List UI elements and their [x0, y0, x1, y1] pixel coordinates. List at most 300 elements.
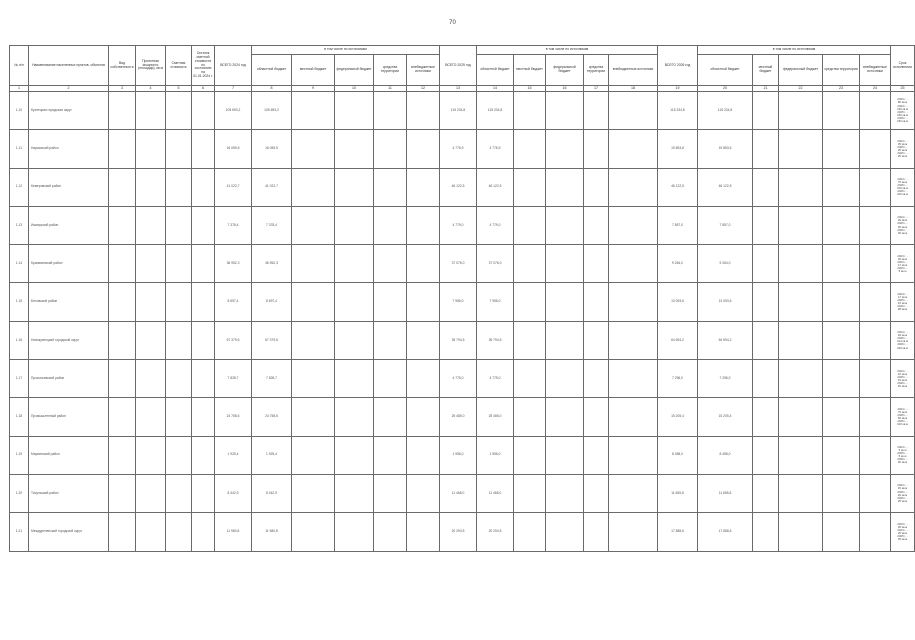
empty-cell [514, 283, 546, 321]
column-number: 22 [779, 86, 823, 92]
header-capacity: Проектная мощность (площадь), кв.м [136, 46, 166, 86]
row-name: Промышленный район [29, 398, 109, 436]
row-value-total-2025: 37 076,0 [440, 245, 477, 283]
empty-cell [823, 360, 860, 398]
empty-cell [779, 398, 823, 436]
row-value-total-2025: 20 294,5 [440, 513, 477, 551]
empty-cell [514, 321, 546, 359]
empty-cell [374, 92, 407, 130]
row-term: 2024 г. - 17 кв.м 2025 г. - 15 кв.м 2026 г. - 28 кв.м [891, 283, 915, 321]
row-value-obl-2026: 13 093,6 [698, 283, 753, 321]
row-value-total-2025: 46 122,5 [440, 168, 477, 206]
empty-cell [136, 398, 166, 436]
table-row [10, 360, 915, 398]
empty-cell [609, 130, 658, 168]
row-value-obl-2026: 11 655,8 [698, 474, 753, 512]
empty-cell [514, 92, 546, 130]
column-number: 20 [698, 86, 753, 92]
row-value-obl-2024: 67 379,6 [252, 321, 292, 359]
empty-cell [292, 513, 335, 551]
empty-cell [109, 130, 136, 168]
empty-cell [374, 321, 407, 359]
row-value-total-2024: 105 693,2 [215, 92, 252, 130]
empty-cell [823, 436, 860, 474]
empty-cell [514, 168, 546, 206]
empty-cell [609, 436, 658, 474]
empty-cell [292, 168, 335, 206]
header-sources-group-2025: в том числе по источникам [477, 46, 658, 55]
row-value-total-2026: 15 205,4 [658, 398, 698, 436]
table-row [10, 474, 915, 512]
table-row [10, 398, 915, 436]
empty-cell [292, 92, 335, 130]
empty-cell [584, 474, 609, 512]
empty-cell [584, 436, 609, 474]
row-value-obl-2026: 15 205,4 [698, 398, 753, 436]
row-value-total-2025: 11 468,0 [440, 474, 477, 512]
row-value-total-2026: 115 234,8 [658, 92, 698, 130]
empty-cell [779, 474, 823, 512]
empty-cell [136, 321, 166, 359]
empty-cell [192, 283, 215, 321]
row-value-total-2024: 36 952,3 [215, 245, 252, 283]
empty-cell [823, 92, 860, 130]
column-number: 17 [584, 86, 609, 92]
empty-cell [166, 474, 192, 512]
empty-cell [779, 130, 823, 168]
empty-cell [584, 92, 609, 130]
row-value-obl-2024: 8 442,9 [252, 474, 292, 512]
empty-cell [192, 398, 215, 436]
empty-cell [514, 436, 546, 474]
empty-cell [779, 92, 823, 130]
empty-cell [109, 360, 136, 398]
row-name: Прокопьевский район [29, 360, 109, 398]
empty-cell [514, 360, 546, 398]
empty-cell [546, 398, 584, 436]
empty-cell [823, 283, 860, 321]
column-number: 8 [252, 86, 292, 92]
empty-cell [335, 206, 374, 244]
empty-cell [860, 474, 891, 512]
empty-cell [860, 321, 891, 359]
row-value-total-2024: 67 379,6 [215, 321, 252, 359]
empty-cell [823, 474, 860, 512]
table-row [10, 513, 915, 551]
empty-cell [609, 474, 658, 512]
row-value-obl-2026: 17 888,6 [698, 513, 753, 551]
row-value-total-2026: 46 122,5 [658, 168, 698, 206]
empty-cell [192, 513, 215, 551]
row-name: Тисульский район [29, 474, 109, 512]
row-value-obl-2025: 11 468,0 [477, 474, 514, 512]
empty-cell [136, 130, 166, 168]
empty-cell [860, 130, 891, 168]
row-value-total-2026: 13 093,6 [658, 283, 698, 321]
row-value-obl-2026: 8 458,0 [698, 436, 753, 474]
column-number: 7 [215, 86, 252, 92]
header-source-fed: федеральный бюджет [335, 55, 374, 86]
header-source-extra: внебюджетные источники [860, 55, 891, 86]
empty-cell [109, 321, 136, 359]
empty-cell [292, 245, 335, 283]
column-number: 10 [335, 86, 374, 92]
row-value-total-2024: 16 059,5 [215, 130, 252, 168]
row-value-obl-2025: 37 076,0 [477, 245, 514, 283]
row-term: 2024 г. - 75 кв.м 2025 г. - 100 кв.м 2026 г. - 100 кв.м [891, 168, 915, 206]
row-value-total-2026: 64 694,2 [658, 321, 698, 359]
empty-cell [514, 130, 546, 168]
header-no: № п/п [10, 46, 29, 86]
empty-cell [407, 474, 440, 512]
empty-cell [860, 513, 891, 551]
row-number: 1.12 [10, 168, 29, 206]
row-value-obl-2024: 1 925,4 [252, 436, 292, 474]
row-value-obl-2024: 105 693,2 [252, 92, 292, 130]
empty-cell [407, 130, 440, 168]
empty-cell [609, 168, 658, 206]
empty-cell [374, 283, 407, 321]
empty-cell [860, 436, 891, 474]
empty-cell [753, 168, 779, 206]
empty-cell [584, 206, 609, 244]
empty-cell [779, 360, 823, 398]
empty-cell [374, 130, 407, 168]
column-number: 25 [891, 86, 915, 92]
empty-cell [292, 130, 335, 168]
empty-cell [546, 283, 584, 321]
empty-cell [407, 321, 440, 359]
empty-cell [407, 206, 440, 244]
empty-cell [779, 513, 823, 551]
header-term: Срок исполнения [891, 46, 915, 86]
empty-cell [753, 398, 779, 436]
empty-cell [779, 436, 823, 474]
row-value-total-2025: 115 234,8 [440, 92, 477, 130]
column-number: 3 [109, 86, 136, 92]
table-row [10, 168, 915, 206]
row-value-obl-2024: 7 378,4 [252, 206, 292, 244]
row-name: Крапивинский район [29, 245, 109, 283]
row-value-obl-2025: 25 485,0 [477, 398, 514, 436]
empty-cell [584, 513, 609, 551]
row-term: 2024 г. - 70 кв.м 2025 г. - 60 кв.м 2026 г. - 100 кв.м [891, 398, 915, 436]
row-value-obl-2026: 19 853,6 [698, 130, 753, 168]
empty-cell [192, 245, 215, 283]
empty-cell [109, 436, 136, 474]
table-row [10, 92, 915, 130]
empty-cell [407, 283, 440, 321]
empty-cell [292, 321, 335, 359]
empty-cell [609, 513, 658, 551]
table-row [10, 245, 915, 283]
page-number: 70 [449, 20, 456, 26]
empty-cell [779, 206, 823, 244]
row-value-obl-2025: 1 956,0 [477, 436, 514, 474]
row-value-obl-2025: 20 294,5 [477, 513, 514, 551]
row-value-obl-2025: 115 234,8 [477, 92, 514, 130]
empty-cell [374, 168, 407, 206]
row-term: 2023 г. - 30 кв.м 2024 г. - 17 кв.м 2025 г. - 5 кв.м [891, 245, 915, 283]
row-number: 1.15 [10, 283, 29, 321]
empty-cell [407, 168, 440, 206]
empty-cell [407, 360, 440, 398]
empty-cell [609, 245, 658, 283]
header-source-fed: федеральный бюджет [779, 55, 823, 86]
empty-cell [192, 130, 215, 168]
empty-cell [609, 321, 658, 359]
empty-cell [335, 398, 374, 436]
header-cost: Сметная стоимость [166, 46, 192, 86]
empty-cell [546, 168, 584, 206]
empty-cell [609, 92, 658, 130]
row-name: Нарымский район [29, 130, 109, 168]
row-term: 2024 г. - 5 кв.м 2025 г. - 5 кв.м 2026 г. - 20 кв.м [891, 436, 915, 474]
row-number: 1.19 [10, 436, 29, 474]
column-number: 5 [166, 86, 192, 92]
column-number: 15 [514, 86, 546, 92]
empty-cell [407, 398, 440, 436]
empty-cell [192, 474, 215, 512]
header-source-obl: областной бюджет [477, 55, 514, 86]
empty-cell [546, 513, 584, 551]
empty-cell [823, 206, 860, 244]
empty-cell [823, 245, 860, 283]
row-name: Новокузнецкий городской округ [29, 321, 109, 359]
empty-cell [546, 92, 584, 130]
empty-cell [335, 283, 374, 321]
empty-cell [860, 360, 891, 398]
column-number: 11 [374, 86, 407, 92]
header-source-terr: средства территории [823, 55, 860, 86]
header-total-2026: ВСЕГО 2026 год [658, 46, 698, 86]
empty-cell [192, 436, 215, 474]
row-term: 2024 г. - 10 кв.м 2025 г. - 15 кв.м 2026 г. - 20 кв.м [891, 360, 915, 398]
empty-cell [109, 474, 136, 512]
empty-cell [192, 360, 215, 398]
empty-cell [860, 245, 891, 283]
budget-table [9, 45, 915, 552]
row-value-obl-2026: 7 296,0 [698, 360, 753, 398]
column-number: 23 [823, 86, 860, 92]
header-source-obl: областной бюджет [252, 55, 292, 86]
table-row [10, 206, 915, 244]
empty-cell [166, 436, 192, 474]
row-term: 2024 г. - 20 кв.м 2025 г. - 30 кв.м 2026 г. - 30 кв.м [891, 206, 915, 244]
empty-cell [823, 168, 860, 206]
row-number: 1.13 [10, 206, 29, 244]
empty-cell [109, 206, 136, 244]
empty-cell [779, 168, 823, 206]
row-value-obl-2025: 46 122,5 [477, 168, 514, 206]
empty-cell [335, 245, 374, 283]
empty-cell [374, 360, 407, 398]
empty-cell [753, 321, 779, 359]
empty-cell [292, 360, 335, 398]
row-value-total-2024: 24 758,6 [215, 398, 252, 436]
empty-cell [753, 283, 779, 321]
column-number: 19 [658, 86, 698, 92]
empty-cell [584, 130, 609, 168]
row-term: 2024 г. - 15 кв.м 2025 г. - 20 кв.м 2026 г. - 25 кв.м [891, 474, 915, 512]
table-row [10, 321, 915, 359]
empty-cell [514, 206, 546, 244]
empty-cell [584, 321, 609, 359]
empty-cell [374, 474, 407, 512]
row-term: 2023 г. - 30 кв.м 2024 г. - 25 кв.м 2025 г. - 35 кв.м [891, 513, 915, 551]
row-name: Ижморский район [29, 206, 109, 244]
empty-cell [166, 513, 192, 551]
row-value-obl-2024: 24 758,6 [252, 398, 292, 436]
column-number: 24 [860, 86, 891, 92]
empty-cell [136, 283, 166, 321]
empty-cell [136, 474, 166, 512]
header-source-local: местный бюджет [292, 55, 335, 86]
column-number: 4 [136, 86, 166, 92]
table-row [10, 283, 915, 321]
header-source-extra: внебюджетные источники [609, 55, 658, 86]
empty-cell [166, 245, 192, 283]
row-value-total-2024: 7 828,7 [215, 360, 252, 398]
column-number: 2 [29, 86, 109, 92]
row-number: 1.11 [10, 130, 29, 168]
header-source-obl: областной бюджет [698, 55, 753, 86]
empty-cell [753, 436, 779, 474]
empty-cell [609, 206, 658, 244]
empty-cell [166, 206, 192, 244]
empty-cell [779, 245, 823, 283]
empty-cell [823, 398, 860, 436]
header-ownership: Вид собственности [109, 46, 136, 86]
column-number: 1 [10, 86, 29, 92]
row-value-total-2026: 17 888,6 [658, 513, 698, 551]
empty-cell [514, 513, 546, 551]
header-source-local: местный бюджет [753, 55, 779, 86]
header-source-terr: средства территории [374, 55, 407, 86]
row-value-obl-2025: 4 775,0 [477, 360, 514, 398]
row-number: 1.14 [10, 245, 29, 283]
empty-cell [109, 513, 136, 551]
row-value-obl-2024: 8 697,4 [252, 283, 292, 321]
empty-cell [292, 474, 335, 512]
empty-cell [109, 283, 136, 321]
empty-cell [374, 436, 407, 474]
empty-cell [584, 245, 609, 283]
table-row [10, 436, 915, 474]
empty-cell [166, 92, 192, 130]
empty-cell [546, 130, 584, 168]
empty-cell [823, 130, 860, 168]
row-value-obl-2025: 4 776,9 [477, 130, 514, 168]
row-value-total-2024: 41 022,7 [215, 168, 252, 206]
header-source-local: местный бюджет [514, 55, 546, 86]
row-number: 1.20 [10, 474, 29, 512]
column-number: 6 [192, 86, 215, 92]
empty-cell [166, 321, 192, 359]
empty-cell [136, 360, 166, 398]
empty-cell [192, 321, 215, 359]
column-number: 16 [546, 86, 584, 92]
row-value-obl-2024: 41 022,7 [252, 168, 292, 206]
empty-cell [136, 206, 166, 244]
empty-cell [584, 168, 609, 206]
empty-cell [860, 168, 891, 206]
row-value-total-2025: 25 485,0 [440, 398, 477, 436]
empty-cell [860, 283, 891, 321]
row-value-total-2025: 35 794,5 [440, 321, 477, 359]
empty-cell [335, 360, 374, 398]
row-value-obl-2026: 7 857,0 [698, 206, 753, 244]
row-number: 1.18 [10, 398, 29, 436]
empty-cell [779, 321, 823, 359]
empty-cell [546, 436, 584, 474]
empty-cell [136, 245, 166, 283]
empty-cell [335, 436, 374, 474]
row-value-total-2024: 7 378,4 [215, 206, 252, 244]
empty-cell [609, 283, 658, 321]
empty-cell [109, 92, 136, 130]
row-name: Беловский район [29, 283, 109, 321]
empty-cell [407, 245, 440, 283]
row-value-total-2026: 11 655,8 [658, 474, 698, 512]
header-total-2025: ВСЕГО 2025 год [440, 46, 477, 86]
empty-cell [584, 283, 609, 321]
header-source-extra: внебюджетные источники [407, 55, 440, 86]
row-name: Мариинский район [29, 436, 109, 474]
row-value-total-2025: 7 956,0 [440, 283, 477, 321]
row-term: 2023 г. - 80 кв.м 2024 г. - 150 кв.м 2025 г. - 150 кв.м 2026 г. - 150 кв.м [891, 92, 915, 130]
empty-cell [192, 168, 215, 206]
empty-cell [166, 130, 192, 168]
empty-cell [546, 474, 584, 512]
header-source-fed: федеральный бюджет [546, 55, 584, 86]
empty-cell [166, 398, 192, 436]
empty-cell [335, 321, 374, 359]
column-number: 13 [440, 86, 477, 92]
empty-cell [753, 245, 779, 283]
row-name: Междуреченский городской округ [29, 513, 109, 551]
empty-cell [584, 398, 609, 436]
empty-cell [335, 474, 374, 512]
empty-cell [546, 206, 584, 244]
empty-cell [335, 92, 374, 130]
empty-cell [860, 398, 891, 436]
row-number: 1.21 [10, 513, 29, 551]
column-number: 12 [407, 86, 440, 92]
row-value-obl-2024: 7 828,7 [252, 360, 292, 398]
row-value-total-2024: 1 925,4 [215, 436, 252, 474]
row-number: 1.17 [10, 360, 29, 398]
empty-cell [374, 245, 407, 283]
empty-cell [407, 92, 440, 130]
column-number: 14 [477, 86, 514, 92]
header-source-terr: средства территории [584, 55, 609, 86]
empty-cell [514, 398, 546, 436]
empty-cell [192, 92, 215, 130]
row-value-obl-2026: 115 234,8 [698, 92, 753, 130]
empty-cell [136, 513, 166, 551]
row-name: Кузнецкая городская округ [29, 92, 109, 130]
row-value-obl-2026: 64 694,2 [698, 321, 753, 359]
header-name: Наименование населенных пунктов, объектов [29, 46, 109, 86]
empty-cell [136, 92, 166, 130]
empty-cell [753, 513, 779, 551]
empty-cell [136, 436, 166, 474]
header-sources-group-2024: в том числе по источникам [252, 46, 440, 55]
empty-cell [292, 398, 335, 436]
row-name: Кемеровский район [29, 168, 109, 206]
empty-cell [374, 398, 407, 436]
